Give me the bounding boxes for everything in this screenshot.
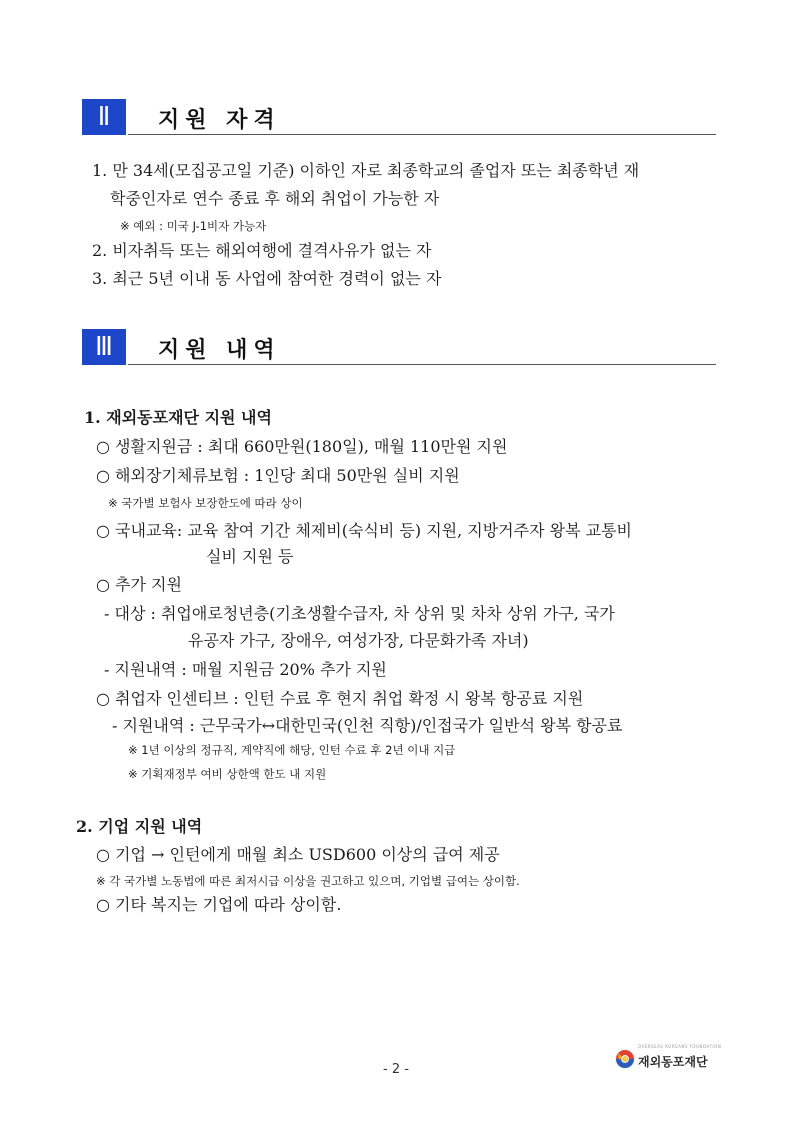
support-line: ○ 취업자 인센티브 : 인턴 수료 후 현지 취업 확정 시 왕복 항공료 지원: [96, 689, 584, 708]
section-2-numeral-box: [82, 99, 126, 135]
section-2-rule: [128, 134, 716, 135]
support-line: ○ 해외장기체류보험 : 1인당 최대 50만원 실비 지원: [96, 466, 460, 485]
company-support-line: ○ 기타 복지는 기업에 따라 상이함.: [96, 895, 342, 914]
foundation-emblem-icon: [614, 1048, 636, 1070]
support-line: ○ 추가 지원: [96, 575, 182, 594]
support-sub-line: - 대상 : 취업애로청년층(기초생활수급자, 차 상위 및 차차 상위 가구, 국가: [104, 604, 615, 623]
section-3-title: 지원 내역: [158, 338, 281, 363]
support-note: ※ 기획재정부 여비 상한액 한도 내 지원: [128, 767, 327, 781]
support-part2-heading: 2. 기업 지원 내역: [76, 817, 203, 836]
qualification-note: ※ 예외 : 미국 J-1비자 가능자: [120, 219, 267, 233]
qualification-line-3: 3. 최근 5년 이내 동 사업에 참여한 경력이 없는 자: [92, 269, 442, 288]
section-3-numeral-box: [82, 329, 126, 365]
qualification-line-2: 2. 비자취득 또는 해외여행에 결격사유가 없는 자: [92, 241, 432, 260]
section-3-rule: [128, 364, 716, 365]
support-line: ○ 생활지원금 : 최대 660만원(180일), 매월 110만원 지원: [96, 437, 508, 456]
support-line: ○ 국내교육: 교육 참여 기간 체제비(숙식비 등) 지원, 지방거주자 왕복 교통비: [96, 521, 633, 540]
section-2-title: 지원 자격: [158, 108, 281, 133]
support-sub-line: - 지원내역 : 근무국가↔대한민국(인천 직항)/인접국가 일반석 왕복 항공료: [112, 716, 623, 735]
logo-name: 재외동포재단: [638, 1055, 708, 1069]
support-part1-heading: 1. 재외동포재단 지원 내역: [84, 408, 272, 427]
logo-english-text: OVERSEAS KOREANS FOUNDATION: [638, 1044, 722, 1049]
foundation-logo: [612, 1040, 732, 1076]
section-3-numeral: Ⅲ: [95, 332, 113, 361]
page-number: - 2 -: [383, 1062, 409, 1077]
support-note: ※ 국가별 보험사 보장한도에 따라 상이: [108, 496, 303, 510]
support-note: ※ 1년 이상의 정규직, 계약직에 해당, 인턴 수료 후 2년 이내 지급: [128, 743, 456, 757]
support-sub-line: - 지원내역 : 매월 지원금 20% 추가 지원: [104, 660, 387, 679]
qualification-line-1-cont: 학중인자로 연수 종료 후 해외 취업이 가능한 자: [110, 189, 440, 208]
qualification-line-1: 1. 만 34세(모집공고일 기준) 이하인 자로 최종학교의 졸업자 또는 최종학년 재: [92, 161, 640, 180]
company-support-note: ※ 각 국가별 노동법에 따른 최저시급 이상을 권고하고 있으며, 기업별 급여는 상이함.: [96, 874, 520, 888]
section-2-numeral: Ⅱ: [97, 102, 111, 131]
company-support-line: ○ 기업 → 인턴에게 매월 최소 USD600 이상의 급여 제공: [96, 845, 500, 864]
support-sub-line-cont: 유공자 가구, 장애우, 여성가장, 다문화가족 자녀): [188, 631, 529, 650]
support-line-cont: 실비 지원 등: [206, 547, 294, 566]
